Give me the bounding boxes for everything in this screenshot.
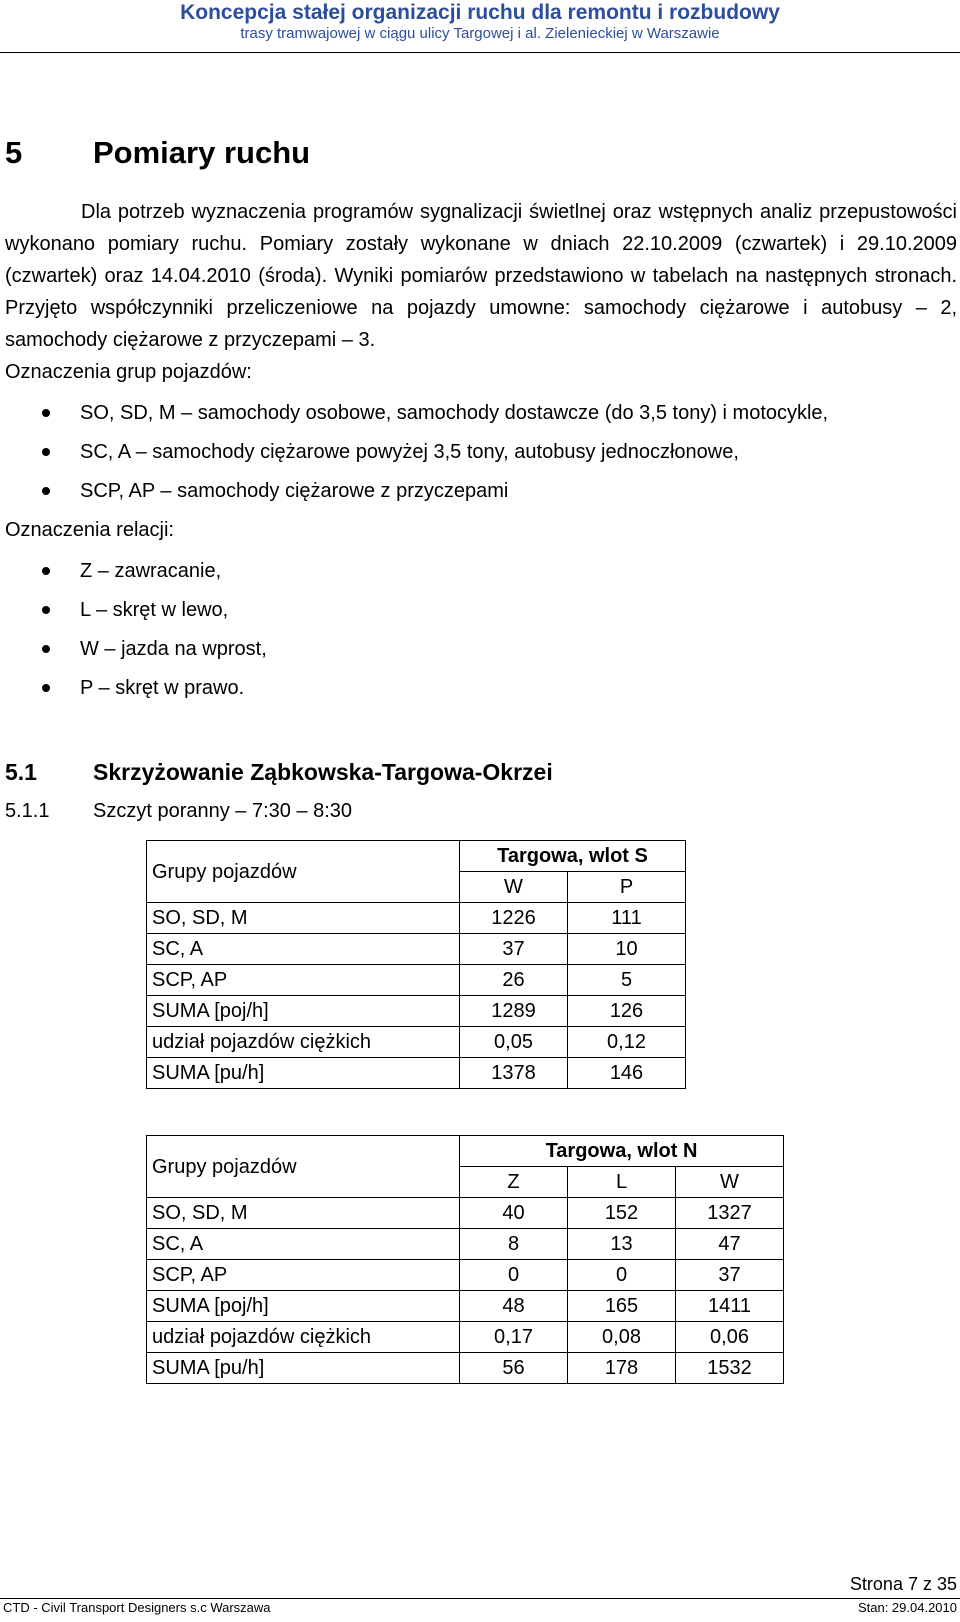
- table-col-header: W: [676, 1167, 784, 1198]
- header-subtitle: trasy tramwajowej w ciągu ulicy Targowej i al. Zielenieckiej w Warszawie: [240, 25, 720, 42]
- table-header-row: [147, 1136, 784, 1167]
- table-col-header: P: [568, 872, 686, 903]
- relations-list: [0, 556, 267, 712]
- table-row: SCP, AP 26 5: [147, 965, 686, 996]
- subsubsection-number: 5.1.1: [5, 800, 50, 822]
- table-row: SUMA [poj/h] 1289 126: [147, 996, 686, 1027]
- list-item: SO, SD, M – samochody osobowe, samochody dostawcze (do 3,5 tony) i motocykle,: [0, 398, 828, 437]
- bullet-icon: [42, 606, 50, 614]
- table-col-header: W: [460, 872, 568, 903]
- list-item: SCP, AP – samochody ciężarowe z przyczepami: [0, 476, 828, 515]
- subsubsection-heading: [5, 796, 352, 826]
- table-row: SUMA [pu/h] 1378 146: [147, 1058, 686, 1089]
- list-item: SC, A – samochody ciężarowe powyżej 3,5 tony, autobusy jednoczłonowe,: [0, 437, 828, 476]
- header-rule: [0, 52, 960, 53]
- bullet-icon: [42, 448, 50, 456]
- table-row: SCP, AP 0 0 37: [147, 1260, 784, 1291]
- bullet-icon: [42, 487, 50, 495]
- table-header-row: [147, 841, 686, 872]
- table-col-header: L: [568, 1167, 676, 1198]
- groups-list: [0, 398, 828, 515]
- table-row: udział pojazdów ciężkich 0,05 0,12: [147, 1027, 686, 1058]
- page-number: Strona 7 z 35: [849, 1574, 957, 1594]
- table-row: SUMA [poj/h] 48 165 1411: [147, 1291, 784, 1322]
- list-item: L – skręt w lewo,: [0, 595, 267, 634]
- relations-label: Oznaczenia relacji:: [5, 519, 174, 541]
- subsection-number: 5.1: [5, 759, 37, 785]
- bullet-icon: [42, 684, 50, 692]
- list-item: P – skręt w prawo.: [0, 673, 267, 712]
- table-col-header: Z: [460, 1167, 568, 1198]
- bullet-icon: [42, 645, 50, 653]
- footer-rule: [0, 1598, 960, 1599]
- section-heading: [5, 130, 310, 176]
- table-label-header: Grupy pojazdów: [147, 1136, 460, 1198]
- page-header: [0, 0, 960, 43]
- table-row: SO, SD, M 1226 111: [147, 903, 686, 934]
- subsection-title: Skrzyżowanie Ząbkowska-Targowa-Okrzei: [93, 759, 553, 785]
- table-row: udział pojazdów ciężkich 0,17 0,08 0,06: [147, 1322, 784, 1353]
- subsection-heading: [5, 756, 553, 788]
- footer-status: Stan: 29.04.2010: [857, 1600, 957, 1615]
- groups-label: Oznaczenia grup pojazdów:: [5, 361, 252, 383]
- traffic-table-wlot-s: [146, 840, 686, 1089]
- header-title: Koncepcja stałej organizacji ruchu dla remontu i rozbudowy: [180, 1, 780, 24]
- table-row: SO, SD, M 40 152 1327: [147, 1198, 784, 1229]
- table-row: SUMA [pu/h] 56 178 1532: [147, 1353, 784, 1384]
- section-title: Pomiary ruchu: [93, 135, 311, 170]
- list-item: W – jazda na wprost,: [0, 634, 267, 673]
- footer-company: CTD - Civil Transport Designers s.c Warszawa: [3, 1600, 271, 1615]
- table-row: SC, A 8 13 47: [147, 1229, 784, 1260]
- table-group-header: Targowa, wlot N: [460, 1136, 784, 1167]
- list-item: Z – zawracanie,: [0, 556, 267, 595]
- bullet-icon: [42, 567, 50, 575]
- table-group-header: Targowa, wlot S: [460, 841, 686, 872]
- intro-paragraph: [5, 196, 957, 356]
- table-row: SC, A 37 10: [147, 934, 686, 965]
- table-label-header: Grupy pojazdów: [147, 841, 460, 903]
- bullet-icon: [42, 409, 50, 417]
- traffic-table-wlot-n: [146, 1135, 784, 1384]
- section-number: 5: [5, 135, 23, 170]
- intro-text: Dla potrzeb wyznaczenia programów sygnalizacji świetlnej oraz wstępnych analiz przepustowości wykonano pomiary ruchu. Pomiary zostały wykonane w dniach 22.10.2009 (czwartek) i 29.10.2009 (czwartek) oraz 14.04.2010 (środa). Wyniki pomiarów przedstawiono w tabelach na następnych stronach. Przyjęto współczynniki przeliczeniowe na pojazdy umowne: samochody ciężarowe i autobusy – 2, samochody ciężarowe z przyczepami – 3.: [5, 201, 957, 351]
- subsubsection-title: Szczyt poranny – 7:30 – 8:30: [93, 800, 353, 822]
